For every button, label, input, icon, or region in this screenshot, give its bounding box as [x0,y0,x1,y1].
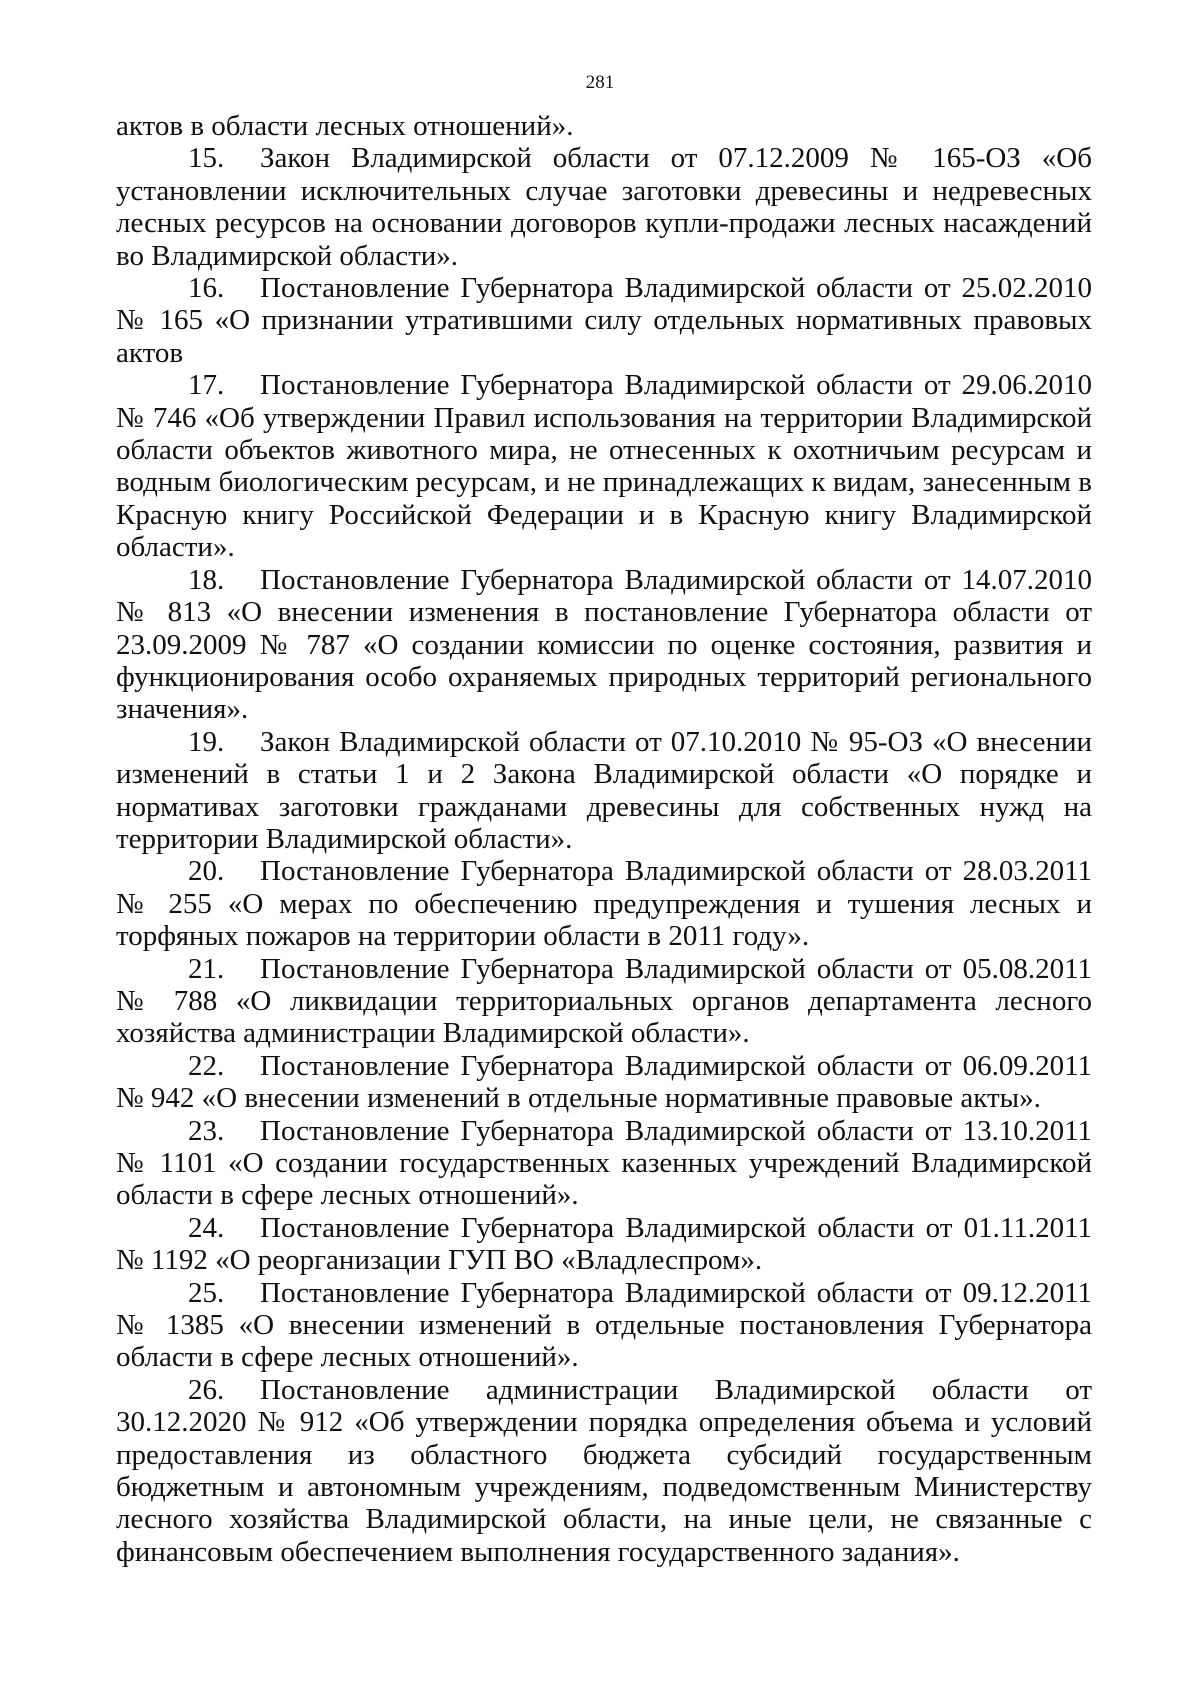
item-text: Постановление Губернатора Владимирской области от 01.11.2011 № 1192 «О реорганизации ГУП ВО «Владлеспром». [116,1211,1092,1277]
item-text: Постановление Губернатора Владимирской области от 13.10.2011 № 1101 «О создании государственных казенных учреждений Владимирской области в сфере лесных отношений». [116,1114,1092,1212]
item-text: Постановление Губернатора Владимирской области от 28.03.2011 № 255 «О мерах по обеспечению предупреждения и тушения лесных и торфяных пожаров на территории области в 2011 году». [116,855,1092,953]
document-body [116,110,1092,1568]
list-item [116,1277,1092,1374]
list-item [116,1212,1092,1277]
item-text: Постановление Губернатора Владимирской области от 25.02.2010 № 165 «О признании утратившими силу отдельных нормативных правовых актов [116,272,1092,369]
item-number: 24. [188,1211,225,1244]
page-number: 281 [585,72,615,93]
item-text: Постановление Губернатора Владимирской области от 05.08.2011 № 788 «О ликвидации территориальных органов департамента лесного хозяйства администрации Владимирской области». [116,952,1092,1050]
list-item [116,726,1092,856]
continuation-paragraph: актов в области лесных отношений». [116,110,574,142]
list-item [116,564,1092,726]
list-item [116,369,1092,563]
item-number: 21. [188,952,225,985]
item-number: 26. [188,1373,225,1406]
list-item [116,272,1092,369]
item-number: 22. [188,1049,225,1082]
list-item [116,1050,1092,1115]
item-number: 15. [188,142,225,175]
item-text: Постановление Губернатора Владимирской области от 09.12.2011 № 1385 «О внесении изменений в отдельные постановления Губернатора области в сфере лесных отношений». [116,1276,1092,1374]
list-item [116,855,1092,952]
item-text: Постановление Губернатора Владимирской области от 06.09.2011 № 942 «О внесении изменений в отдельные нормативные правовые акты». [116,1049,1092,1115]
item-number: 25. [188,1276,225,1309]
item-text: Постановление Губернатора Владимирской области от 29.06.2010 № 746 «Об утверждении Правил использования на территории Владимирской области объектов животного мира, не отнесенных к охотничьим ресурсам и водным биологическим ресурсам, и не принадлежащих к видам, занесенным в Красную книгу Российской Федерации и в Красную книгу Владимирской области». [116,369,1092,564]
item-number: 19. [188,725,225,758]
list-item [116,142,1092,272]
list-item [116,1115,1092,1212]
item-text: Постановление администрации Владимирской области от 30.12.2020 № 912 «Об утверждении порядка определения объема и условий предоставления из областного бюджета субсидий государственным бюджетным и автономным учреждениям, подведомственным Министерству лесного хозяйства Владимирской области, на иные цели, не связанные с финансовым обеспечением выполнения государственного задания». [116,1373,1092,1568]
list-item [116,1374,1092,1568]
item-text: Закон Владимирской области от 07.10.2010 № 95-ОЗ «О внесении изменений в статьи 1 и 2 Закона Владимирской области «О порядке и нормативах заготовки гражданами древесины для собственных нужд на территории Владимирской области». [116,725,1092,855]
item-text: Закон Владимирской области от 07.12.2009 № 165-ОЗ «Об установлении исключительных случае заготовки древесины и недревесных лесных ресурсов на основании договоров купли-продажи лесных насаждений во Владимирской области». [116,142,1092,272]
list-item [116,953,1092,1050]
item-text: Постановление Губернатора Владимирской области от 14.07.2010 № 813 «О внесении изменения в постановление Губернатора области от 23.09.2009 № 787 «О создании комиссии по оценке состояния, развития и функционирования особо охраняемых природных территорий регионального значения». [116,563,1092,726]
item-number: 20. [188,855,225,888]
item-number: 18. [188,563,225,596]
item-number: 16. [188,272,225,305]
item-number: 23. [188,1114,225,1147]
item-number: 17. [188,369,225,402]
